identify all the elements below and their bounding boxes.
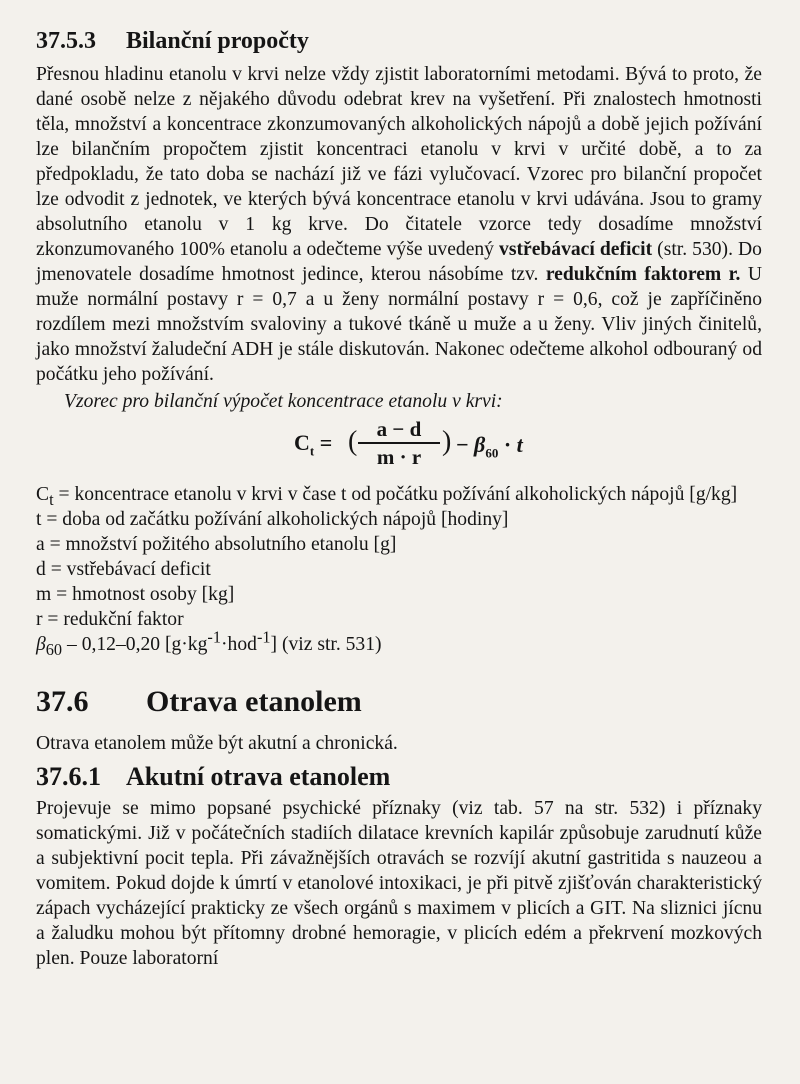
legend-m: m = hmotnost osoby [kg] xyxy=(36,583,235,605)
section-title: Otrava etanolem xyxy=(146,684,362,718)
legend-t: t = doba od začátku požívání alkoholických nápojů [hodiny] xyxy=(36,508,509,530)
section-number: 37.6.1 xyxy=(36,762,101,792)
widmark-formula xyxy=(294,416,762,474)
text-run: (str. 530). Do jmenovatele dosadíme hmotnost jedince, kterou násobíme tzv. xyxy=(36,238,762,285)
section-number: 37.5.3 xyxy=(36,28,96,54)
section-heading-37-6-1 xyxy=(36,762,762,792)
legend-beta: $\beta_{60} - 0,12-0,20$ $[g\cdot kg^{-1}\cdot hod^{-1}]$ (viz str. 531) xyxy=(36,627,382,659)
open-paren: ( xyxy=(348,425,358,457)
numerator: a − d xyxy=(376,416,422,441)
section-heading-37-6 xyxy=(36,685,762,720)
denominator: m · r xyxy=(376,444,422,469)
close-paren: ) xyxy=(442,425,452,457)
paragraph-bilancni-propocty xyxy=(36,62,762,387)
bold-term-redukcni-faktor: redukčním faktorem r. xyxy=(545,263,741,285)
formula-rhs: − $\beta_{60} \cdot t$ xyxy=(456,431,523,460)
paragraph-akutni-otrava: Projevuje se mimo popsané psychické příznaky (viz tab. 57 na str. 532) i příznaky somatickými. Již v počátečních stadiích dilatace krevních kapilár způsobuje zarudnutí kůže a subjektivní pocit tepla. Při závažnějších otravách se rozvíjí akutní gastritida s nauzeou a vomitem. Pokud dojde k úmrtí v etanolové intoxikaci, je při pitvě zjišťován charakteristický zápach vycházející prakticky ze všech orgánů s maximem v plicích a GIT. Na sliznici jícnu a žaludku mohou být přítomny drobné hemoragie, v plicích edém a překrvení mozkových plen. Pouze laboratorní xyxy=(36,797,762,969)
formula-legend xyxy=(36,482,762,657)
section-number: 37.6 xyxy=(36,684,89,718)
formula-fraction xyxy=(356,416,442,470)
formula-lhs: $C_t$ = xyxy=(294,429,333,458)
section-title: Bilanční propočty xyxy=(126,28,309,54)
bold-term-deficit: vstřebávací deficit xyxy=(499,238,653,260)
legend-c: $C_t$ = koncentrace etanolu v krvi v čase t od počátku požívání alkoholických nápojů [g/kg] xyxy=(36,483,738,509)
paragraph-otrava: Otrava etanolem může být akutní a chronická. xyxy=(36,733,398,755)
section-title: Akutní otrava etanolem xyxy=(126,762,391,792)
text-run: Přesnou hladinu etanolu v krvi nelze vždy zjistit laboratorními metodami. Bývá to proto, že dané osobě nelze z nějakého důvodu odebrat krev na vyšetření. Při znalostech hmotnosti těla, množství a koncentrace zkonzumovaných alkoholických nápojů a době jejich požívání lze bilančním propočtem zjistit koncentraci etanolu v krvi v určité době, a to za předpokladu, že tato doba se nachází již ve fázi vylučovací. Vzorec pro bilanční propočet lze odvodit z jednotek, ve kterých bývá koncentrace etanolu v krvi udávána. Jsou to gramy absolutního etanolu v 1 kg krve. Do čitatele vzorce tedy dosadíme množství zkonzumovaného 100% etanolu a odečteme výše uvedený xyxy=(36,63,762,260)
legend-d: d = vstřebávací deficit xyxy=(36,558,211,580)
section-heading-37-5-3 xyxy=(36,28,762,56)
legend-a: a = množství požitého absolutního etanolu [g] xyxy=(36,533,397,555)
text-run: U muže normální postavy r = 0,7 a u ženy normální postavy r = 0,6, což je zapříčiněno rozdílem mezi množstvím svaloviny a tukové tkáně u muže a u ženy. Vliv jiných činitelů, jako množství žaludeční ADH je stále diskutován. Nakonec odečteme alkohol odbouraný od počátku jeho požívání. xyxy=(36,263,762,385)
document-page xyxy=(36,28,762,971)
legend-r: r = redukční faktor xyxy=(36,608,184,630)
formula-caption: Vzorec pro bilanční výpočet koncentrace etanolu v krvi: xyxy=(64,390,503,412)
